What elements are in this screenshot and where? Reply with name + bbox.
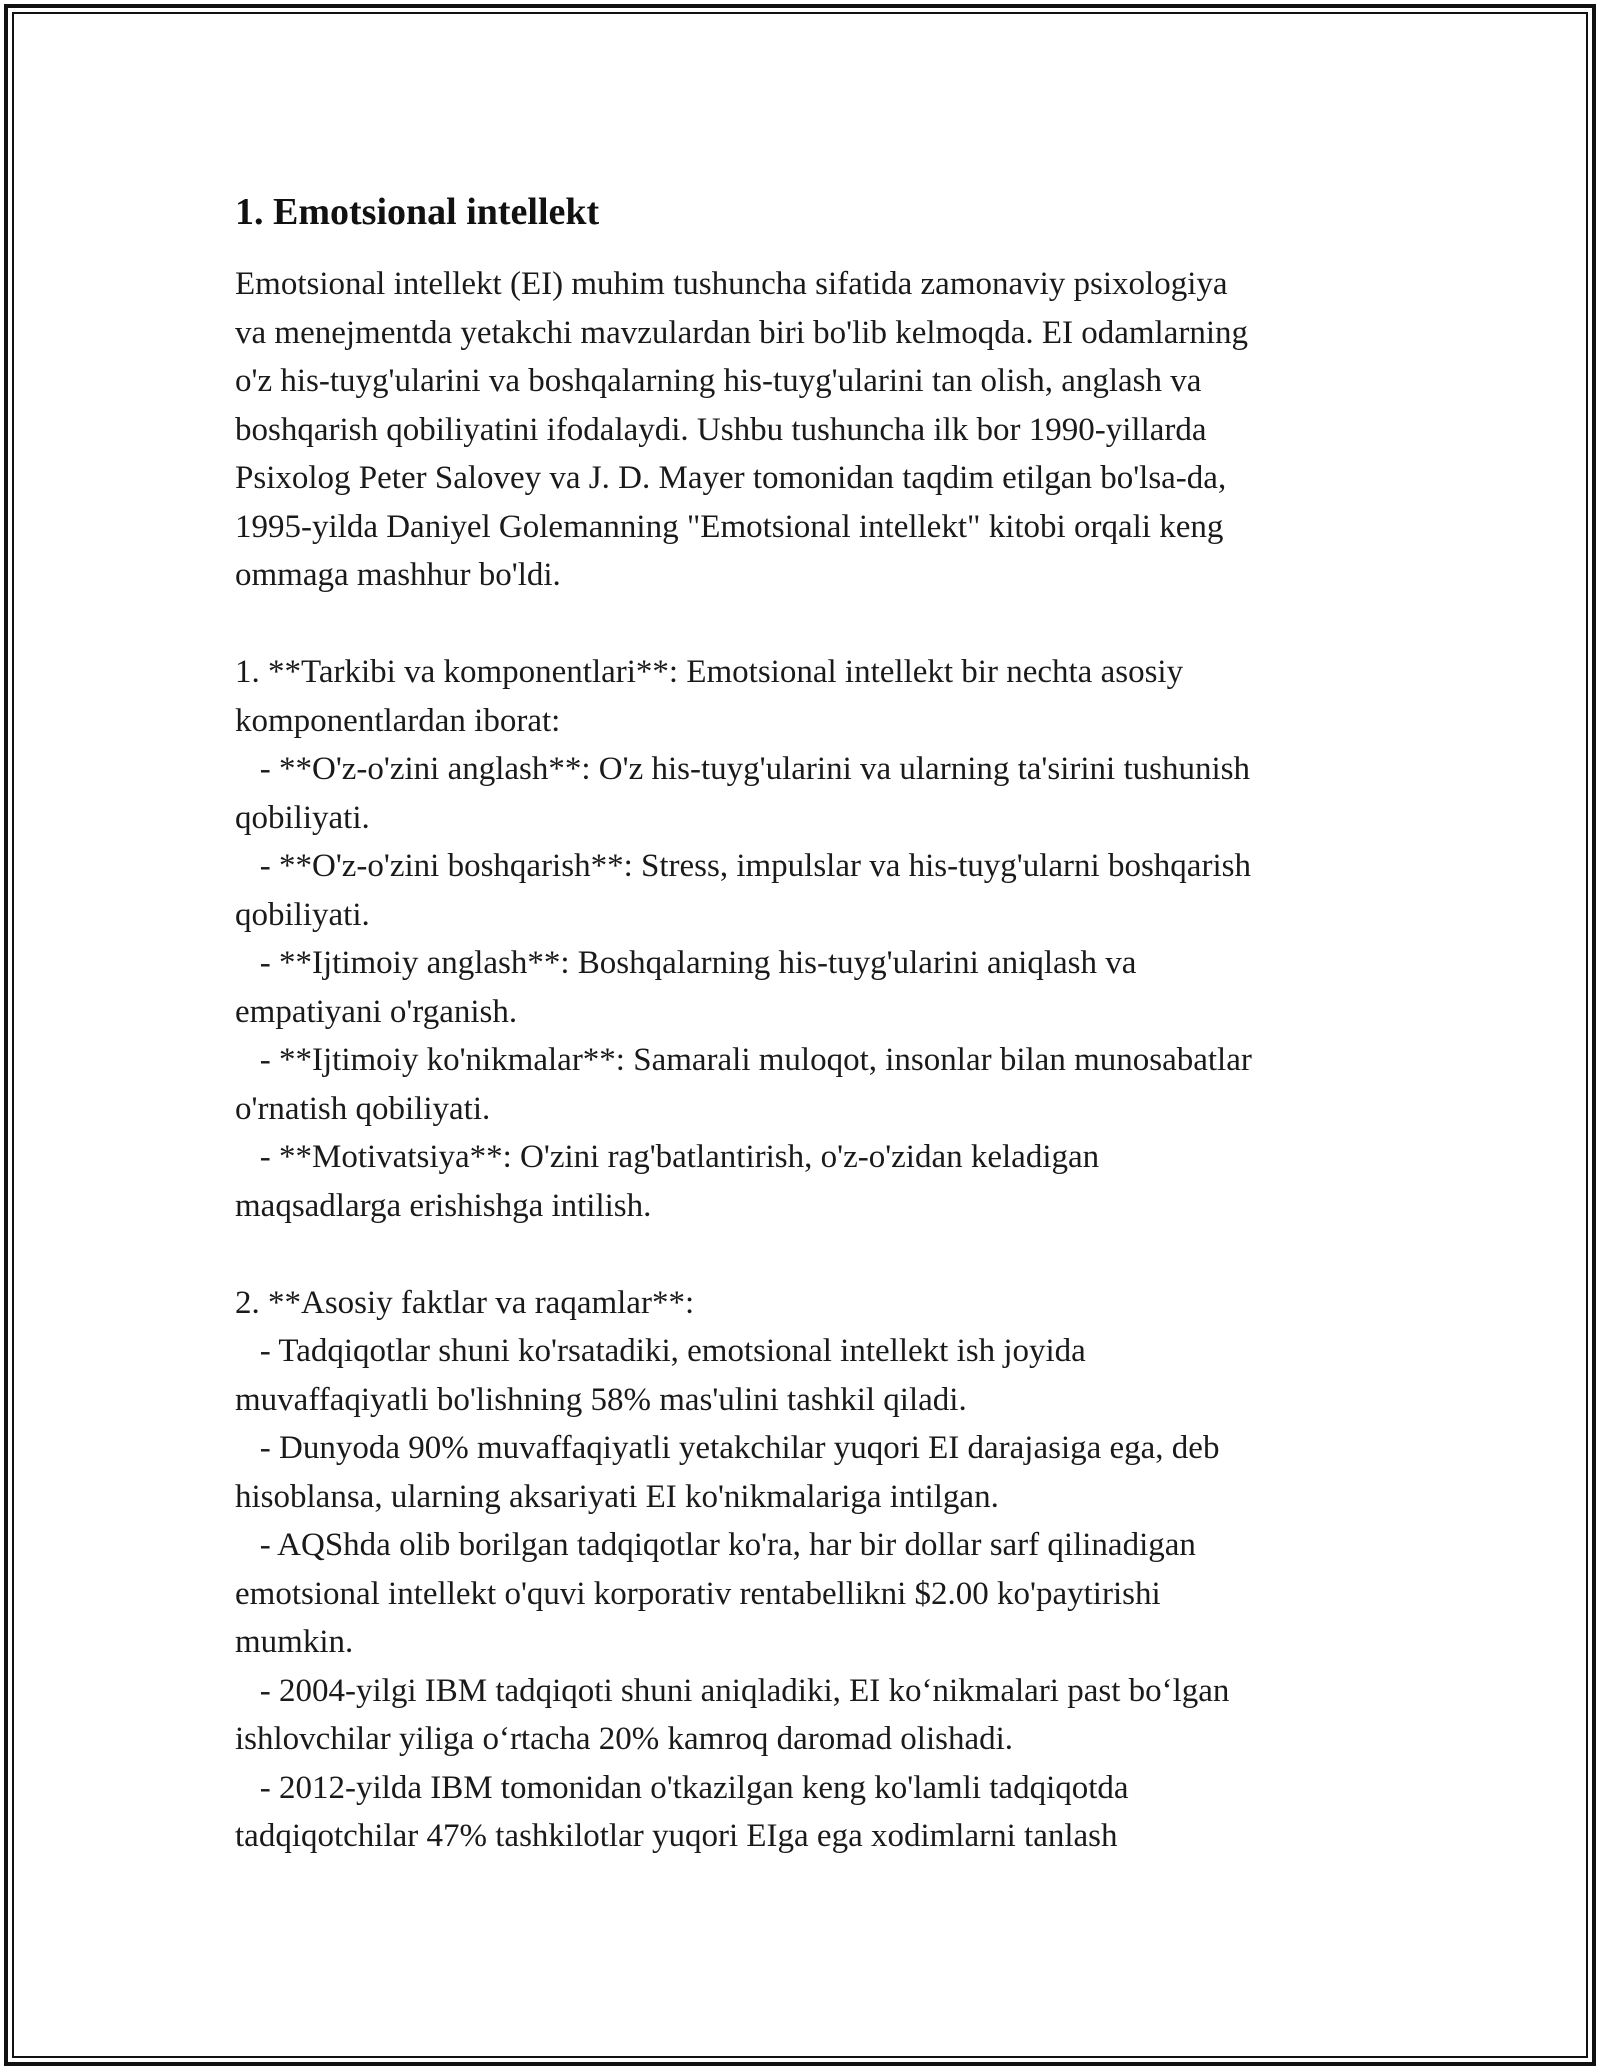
paragraph-gap [235, 1230, 1385, 1279]
section-heading: 1. Emotsional intellekt [235, 191, 600, 233]
components-section: 1. **Tarkibi va komponentlari**: Emotsional intellekt bir nechta asosiy komponentlardan iborat: - **O'z-o'zini anglash**: O'z his-tuyg'ularini va ularning ta'sirini tushunish qobiliyati. - **O'z-o'zini boshqarish**: Stress, impulslar va his-tuyg'ularni boshqarish qobiliyati. - **Ijtimoiy anglash**: Boshqalarning his-tuyg'ularini aniqlash va empatiyani o'rganish. - **Ijtimoiy ko'nikmalar**: Samarali muloqot, insonlar bilan munosabatlar o'rnatish qobiliyati. - **Motivatsiya**: O'zini rag'batlantirish, o'z-o'zidan keladigan maqsadlarga erishishga intilish. [235, 654, 1252, 1224]
document-body [235, 186, 1385, 1861]
paragraph-gap [235, 600, 1385, 649]
intro-paragraph: Emotsional intellekt (EI) muhim tushuncha sifatida zamonaviy psixologiya va menejmentda yetakchi mavzulardan biri bo'lib kelmoqda. EI odamlarning o'z his-tuyg'ularini va boshqalarning his-tuyg'ularini tan olish, anglash va boshqarish qobiliyatini ifodalaydi. Ushbu tushuncha ilk bor 1990-yillarda Psixolog Peter Salovey va J. D. Mayer tomonidan taqdim etilgan bo'lsa-da, 1995-yilda Daniyel Golemanning "Emotsional intellekt" kitobi orqali keng ommaga mashhur bo'ldi. [235, 266, 1249, 593]
facts-section: 2. **Asosiy faktlar va raqamlar**: - Tadqiqotlar shuni ko'rsatadiki, emotsional intellekt ish joyida muvaffaqiyatli bo'lishning 58% mas'ulini tashkil qiladi. - Dunyoda 90% muvaffaqiyatli yetakchilar yuqori EI darajasiga ega, deb hisoblansa, ularning aksariyati EI ko'nikmalariga intilgan. - AQShda olib borilgan tadqiqotlar ko'ra, har bir dollar sarf qilinadigan emotsional intellekt o'quvi korporativ rentabellikni $2.00 ko'paytirishi mumkin. - 2004-yilgi IBM tadqiqoti shuni aniqladiki, EI ko‘nikmalari past bo‘lgan ishlovchilar yiliga o‘rtacha 20% kamroq daromad olishadi. - 2012-yilda IBM tomonidan o'tkazilgan keng ko'lamli tadqiqotda tadqiqotchilar 47% tashkilotlar yuqori EIga ega xodimlarni tanlash [235, 1284, 1230, 1854]
